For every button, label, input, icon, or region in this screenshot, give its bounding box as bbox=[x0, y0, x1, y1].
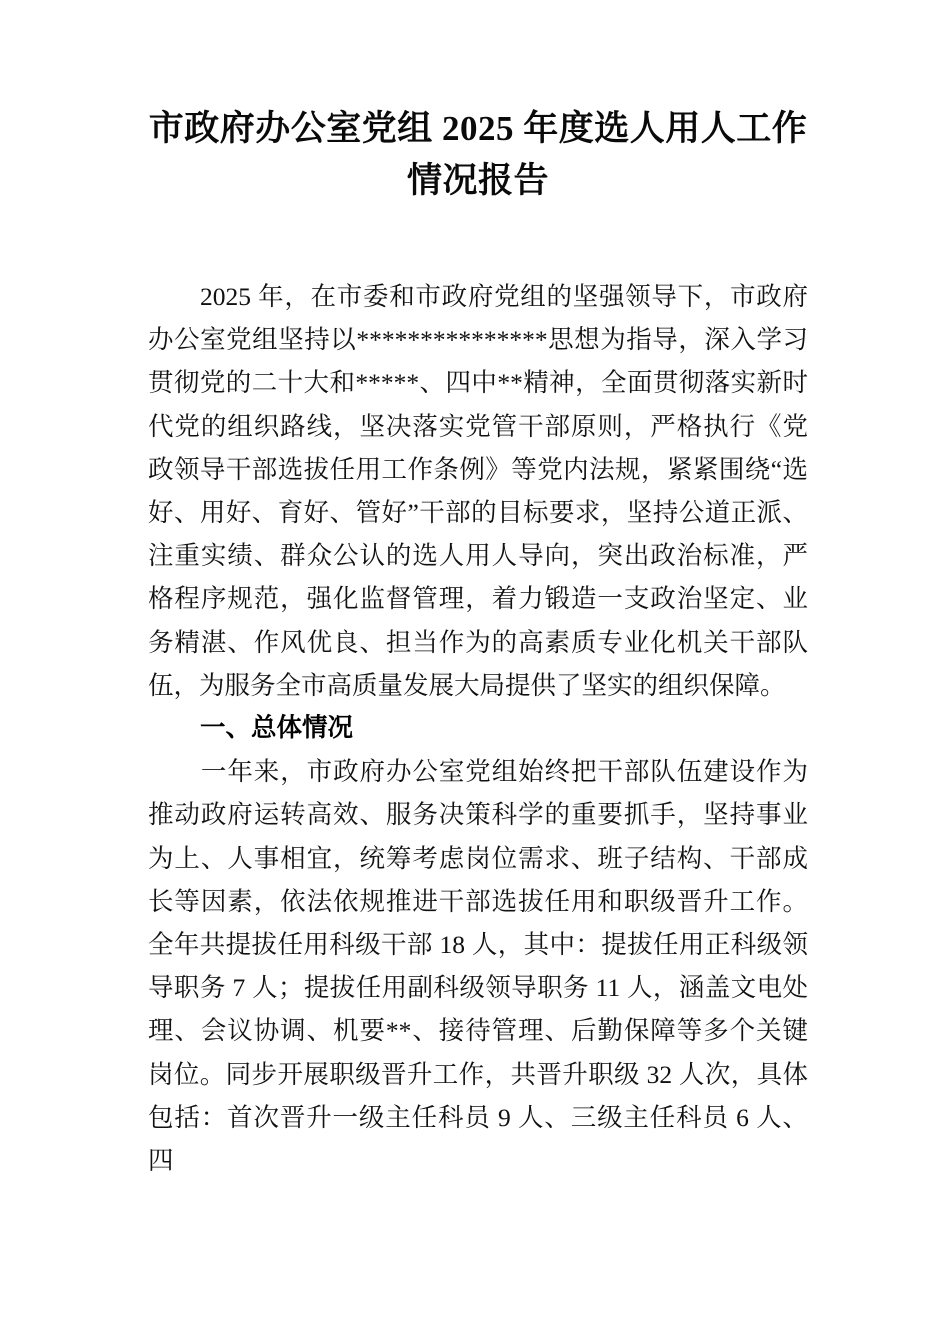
paragraph-overall-situation bbox=[148, 750, 808, 1182]
section-heading-overall-situation bbox=[148, 707, 808, 750]
section-heading-text: 一、总体情况 bbox=[200, 714, 354, 743]
paragraph-overall-situation-text: 一年来，市政府办公室党组始终把干部队伍建设作为推动政府运转高效、服务决策科学的重要抓手，坚持事业为上、人事相宜，统筹考虑岗位需求、班子结构、干部成长等因素，依法依规推进干部选拔任用和职级晋升工作。全年共提拔任用科级干部 18 人，其中：提拔任用正科级领导职务 7 人；提拔任用副科级领导职务 11 人，涵盖文电处理、会议协调、机要**、接待管理、后勤保障等多个关键岗位。同步开展职级晋升工作，共晋升职级 32 人次，具体包括：首次晋升一级主任科员 9 人、三级主任科员 6 人、四 bbox=[148, 757, 808, 1176]
document-content bbox=[148, 0, 808, 1182]
page-title: 市政府办公室党组 2025 年度选人用人工作情况报告 bbox=[148, 109, 808, 200]
paragraph-overview bbox=[148, 275, 808, 707]
paragraph-overview-text: 2025 年，在市委和市政府党组的坚强领导下，市政府办公室党组坚持以***************思想为指导，深入学习贯彻党的二十大和*****、四中**精神，全面贯彻落实新时代党的组织路线，坚决落实党管干部原则，严格执行《党政领导干部选拔任用工作条例》等党内法规，紧紧围绕“选好、用好、育好、管好”干部的目标要求，坚持公道正派、注重实绩、群众公认的选人用人导向，突出政治标准，严格程序规范，强化监督管理，着力锻造一支政治坚定、业务精湛、作风优良、担当作为的高素质专业化机关干部队伍，为服务全市高质量发展大局提供了坚实的组织保障。 bbox=[148, 282, 808, 700]
